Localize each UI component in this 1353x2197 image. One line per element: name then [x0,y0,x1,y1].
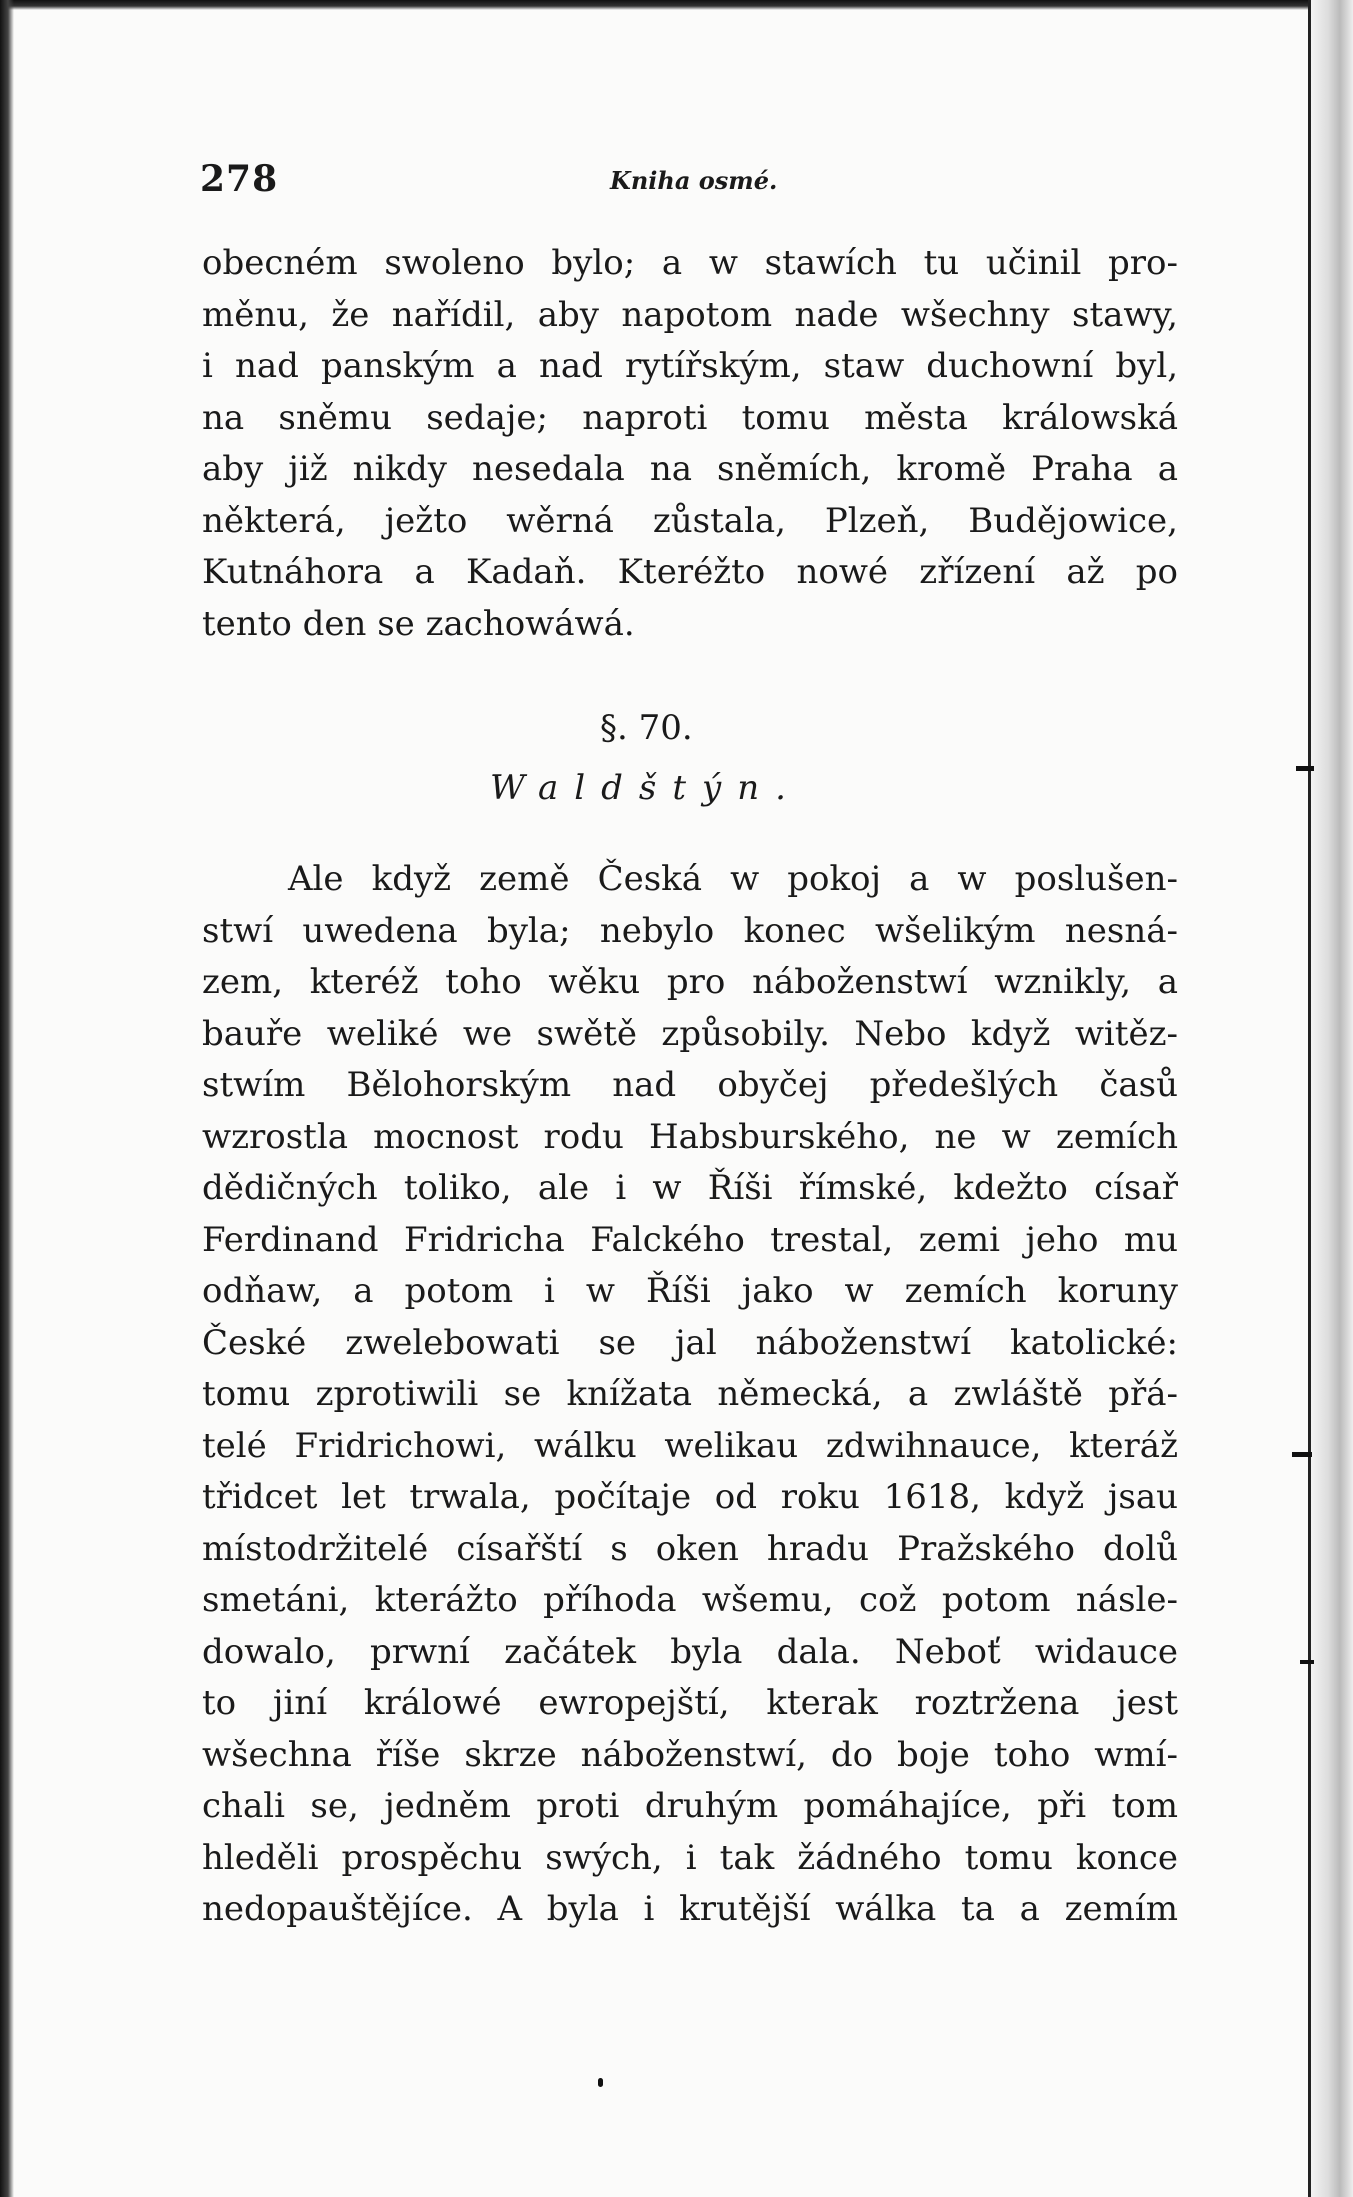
text-line: smetáni, kterážto příhoda wšemu, což potom násle- [202,1580,1178,1620]
text-line: České zwelebowati se jal náboženstwí katolické: [202,1322,1178,1363]
text-line: Kutnáhora a Kadaň. Kteréžto nowé zřízení až po [202,552,1178,592]
text-line: tomu zprotiwili se knížata německá, a zwláště přá- [202,1374,1178,1414]
paragraph-1 [202,238,1178,650]
text-line: stwím Bělohorským nad obyčej předešlých časů [202,1065,1178,1105]
running-title: Kniha osmé. [610,166,778,195]
text-line: Ferdinand Fridricha Falckého trestal, zemi jeho mu [202,1219,1178,1260]
page-number: 278 [200,158,279,200]
text-line: dědičných toliko, ale i w Říši římské, kdežto císař [202,1168,1178,1208]
text-line: nedopauštějíce. A byla i krutější wálka ta a zemím [202,1889,1178,1929]
text-line: chali se, jedněm proti druhým pomáhajíce, při tom [202,1786,1178,1826]
scan-left-edge [0,0,14,2197]
text-line: stwí uwedena byla; nebylo konec wšelikým nesná- [202,910,1178,951]
text-line: místodržitelé císařští s oken hradu Pražského dolů [202,1528,1178,1569]
scan-right-edge [1308,0,1353,2197]
scan-top-edge [0,0,1353,10]
scan-tick-mark [1292,1452,1312,1457]
text-line: aby již nikdy nesedala na sněmích, kromě Praha a [202,449,1178,489]
text-line: třidcet let trwala, počítaje od roku 1618, když jsau [202,1477,1178,1517]
text-line: wšechna říše skrze náboženstwí, do boje toho wmí- [202,1734,1178,1775]
text-line: hleděli prospěchu swých, i tak žádného tomu konce [202,1837,1178,1878]
text-line: i nad panským a nad rytířským, staw duchowní byl, [202,346,1178,386]
text-line: odňaw, a potom i w Říši jako w zemích koruny [202,1271,1178,1311]
section-number: §. 70. [600,708,693,748]
text-line: telé Fridrichowi, wálku welikau zdwihnauce, kteráž [202,1425,1178,1466]
text-line: některá, ježto wěrná zůstala, Plzeň, Budějowice, [202,500,1178,541]
text-line: na sněmu sedaje; naproti tomu města králowská [202,397,1178,438]
text-line: bauře weliké we swětě způsobily. Nebo když witěz- [202,1013,1178,1054]
scan-speck [598,2078,603,2087]
section-title: Waldštýn. [490,768,802,808]
text-line: měnu, že nařídil, aby napotom nade wšechny stawy, [202,294,1178,335]
text-line: dowalo, prwní začátek byla dala. Neboť widauce [202,1631,1178,1672]
text-line: Ale když země Česká w pokoj a w poslušen- [288,859,1178,899]
text-line: to jiní králowé ewropejští, kterak roztržena jest [202,1683,1178,1723]
text-line: zem, kteréž toho wěku pro náboženstwí wznikly, a [202,962,1178,1002]
text-line: tento den se zachowáwá. [202,603,635,644]
scan-tick-mark [1296,766,1314,771]
paragraph-2 [202,854,1178,1936]
text-line: obecném swoleno bylo; a w stawích tu učinil pro- [202,243,1178,283]
page-header [200,158,1180,198]
text-line: wzrostla mocnost rodu Habsburského, ne w zemích [202,1116,1178,1157]
scan-tick-mark [1300,1660,1314,1664]
scan-right-border [1308,0,1311,2197]
